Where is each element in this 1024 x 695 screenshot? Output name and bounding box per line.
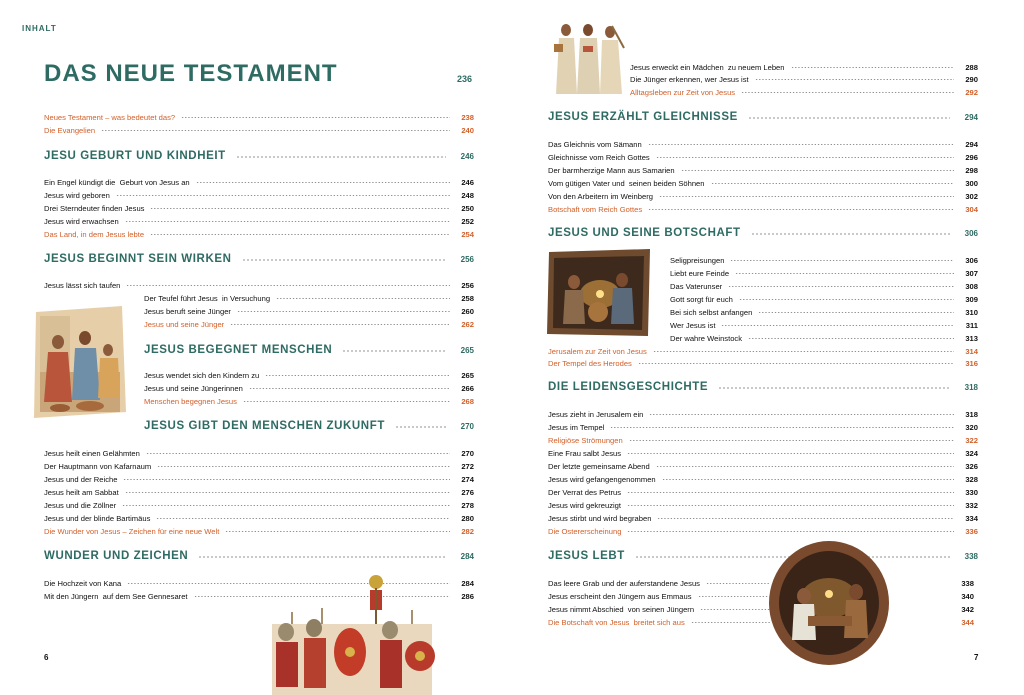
toc-entry-page: 330 [965,487,978,497]
toc-entry-label: Der Verrat des Petrus [548,487,622,497]
leader-dots [758,311,954,315]
toc-entry-label: Jesus und seine Jüngerinnen [144,383,243,393]
toc-entry-label: Jesus und der Reiche [44,474,118,484]
leader-dots [718,386,950,392]
toc-entry-label: Menschen begegnen Jesus [144,396,237,406]
toc-entry-label: Der Tempel des Herodes [548,358,632,368]
toc-entry-label: Vom gütigen Vater und seinen beiden Söhnen [548,178,705,188]
toc-entry[interactable] [144,382,474,394]
leader-dots [150,233,450,237]
toc-entry-page-col [956,603,978,615]
leader-dots [657,517,954,521]
toc-entry[interactable] [630,86,978,98]
toc-entry[interactable] [548,190,978,202]
section-title: JESUS BEGINNT SEIN WIRKEN [44,253,232,265]
toc-entry-page: 334 [965,513,978,523]
toc-entry-page-col [956,590,978,602]
toc-entry-page: 336 [965,526,978,536]
running-header: INHALT [22,24,57,33]
toc-entry[interactable] [144,395,474,407]
toc-entry-page-col [956,577,978,589]
toc-entry-label: Jesus wird erwachsen [44,216,119,226]
toc-entry-page: 266 [461,383,474,393]
toc-entry-label: Mit den Jüngern auf dem See Gennesaret [44,591,188,601]
leader-dots [662,478,954,482]
toc-entry[interactable] [44,111,474,123]
toc-entry-page: 240 [461,125,474,135]
toc-entry-page: 282 [461,526,474,536]
toc-entry-label: Die Wunder von Jesus – Zeichen für eine neue Welt [44,526,220,536]
toc-entry-page-col [956,616,978,628]
toc-entry-page: 307 [965,268,978,278]
leader-dots [739,298,954,302]
toc-entry-label: Jesus wird geboren [44,190,110,200]
toc-entry[interactable] [548,577,776,589]
leader-dots [755,78,954,82]
section-heading[interactable] [44,149,474,163]
leader-dots [265,374,450,378]
toc-entry-page: 265 [461,370,474,380]
toc-entry[interactable] [630,61,978,73]
leader-dots [230,323,450,327]
toc-entry[interactable] [44,215,474,227]
section-heading[interactable] [144,419,474,433]
toc-entry-page: 344 [961,617,974,627]
leader-dots [242,258,446,264]
toc-entry[interactable] [670,306,978,318]
toc-entry-label: Jesus und der blinde Bartimäus [44,513,151,523]
page-number: 6 [44,653,49,662]
leader-dots [691,621,770,625]
leader-dots [116,194,450,198]
toc-entry-label: Das Land, in dem Jesus lebte [44,229,145,239]
leader-dots [728,285,954,289]
leader-dots [656,156,954,160]
toc-entry-label: Religiöse Strömungen [548,435,623,445]
toc-entry[interactable] [548,590,776,602]
toc-entry-label: Von den Arbeitern im Weinberg [548,191,653,201]
toc-entry[interactable] [144,292,474,304]
toc-entry-label: Jesus lässt sich taufen [44,280,121,290]
emmaus-meal-illustration [768,540,890,666]
toc-entry-label: Jesus wird gefangengenommen [548,474,656,484]
leader-dots [126,284,450,288]
toc-entry-page: 304 [965,204,978,214]
toc-entry-page: 313 [965,333,978,343]
toc-entry[interactable] [670,267,978,279]
toc-entry[interactable] [144,305,474,317]
toc-entry[interactable] [44,176,474,188]
toc-entry[interactable] [44,202,474,214]
toc-entry-label: Das Gleichnis vom Sämann [548,139,642,149]
toc-entry-label: Jesus nimmt Abschied von seinen Jüngern [548,604,695,614]
toc-entry-page: 270 [461,448,474,458]
toc-entry-label: Wer Jesus ist [670,320,716,330]
leader-dots [735,272,954,276]
three-figures-illustration [554,22,626,98]
toc-entry-page: 278 [461,500,474,510]
section-page: 318 [964,382,978,392]
section-heading[interactable] [44,549,474,563]
leader-dots [700,608,770,612]
leader-dots [748,337,954,341]
toc-entry-page: 258 [461,293,474,303]
toc-entry-label: Gleichnisse vom Reich Gottes [548,152,650,162]
leader-dots [243,400,450,404]
leader-dots [711,182,955,186]
toc-entry-label: Bei sich selbst anfangen [670,307,753,317]
leader-dots [791,66,955,70]
toc-entry-page: 316 [965,358,978,368]
toc-entry-label: Jerusalem zur Zeit von Jesus [548,346,647,356]
toc-entry-page: 262 [461,319,474,329]
toc-entry-page: 296 [965,152,978,162]
toc-entry[interactable] [548,499,978,511]
leader-dots [648,208,954,212]
section-title: JESUS GIBT DEN MENSCHEN ZUKUNFT [144,420,385,432]
toc-entry[interactable] [548,525,978,537]
section-page: 306 [964,228,978,238]
toc-entry-page: 314 [965,346,978,356]
toc-entry-label: Ein Engel kündigt die Geburt von Jesus an [44,177,190,187]
toc-entry-label: Jesus beruft seine Jünger [144,306,231,316]
toc-entry[interactable] [44,512,474,524]
leader-dots [681,169,954,173]
toc-entry[interactable] [548,151,978,163]
leader-dots [198,555,446,561]
toc-entry[interactable] [44,447,474,459]
toc-entry-label: Das leere Grab und der auferstandene Jesus [548,578,700,588]
toc-entry-page: 288 [965,62,978,72]
toc-entry-page: 322 [965,435,978,445]
toc-entry[interactable] [44,228,474,240]
toc-entry-page: 326 [965,461,978,471]
section-heading[interactable] [548,110,978,124]
toc-entry[interactable] [548,603,776,615]
toc-entry[interactable] [548,177,978,189]
leader-dots [721,324,954,328]
toc-entry-page: 274 [461,474,474,484]
toc-entry-page: 248 [461,190,474,200]
toc-entry[interactable] [144,318,474,330]
section-title: JESUS BEGEGNET MENSCHEN [144,344,333,356]
toc-entry-page: 286 [461,591,474,601]
toc-entry-label: Das Vaterunser [670,281,723,291]
toc-entry-label: Die Ostererscheinung [548,526,622,536]
toc-entry-page: 250 [461,203,474,213]
part-title: DAS NEUE TESTAMENT [44,60,338,87]
toc-entry[interactable] [44,486,474,498]
toc-entry-page: 338 [961,578,974,588]
leader-dots [276,297,450,301]
toc-entry-page: 256 [461,280,474,290]
leader-dots [395,425,446,431]
toc-entry-page: 309 [965,294,978,304]
leader-dots [225,530,450,534]
section-title: DIE LEIDENSGESCHICHTE [548,381,709,393]
section-heading[interactable] [144,343,474,357]
toc-entry-page: 306 [965,255,978,265]
roman-soldiers-illustration [262,572,440,695]
toc-entry-label: Die Botschaft von Jesus breitet sich aus [548,617,685,627]
toc-entry-page: 311 [965,320,978,330]
toc-entry-page: 308 [965,281,978,291]
part-title-page: 236 [456,74,472,84]
toc-entry-page: 280 [461,513,474,523]
toc-entry[interactable] [548,616,776,628]
toc-entry-page: 276 [461,487,474,497]
leader-dots [123,478,450,482]
toc-entry[interactable] [144,369,474,381]
toc-entry-page: 272 [461,461,474,471]
leader-dots [249,387,450,391]
leader-dots [649,413,954,417]
leader-dots [648,143,954,147]
section-page: 284 [460,551,474,561]
toc-entry[interactable] [548,203,978,215]
toc-entry-label: Seligpreisungen [670,255,725,265]
leader-dots [101,129,450,133]
section-page: 270 [460,421,474,431]
toc-entry[interactable] [548,486,978,498]
toc-entry-label: Jesus und die Zöllner [44,500,117,510]
toc-entry[interactable] [548,460,978,472]
toc-entry-page: 342 [961,604,974,614]
leader-dots [237,310,450,314]
toc-entry[interactable] [670,332,978,344]
toc-entry-page: 294 [965,139,978,149]
toc-entry[interactable] [44,473,474,485]
leader-dots [236,155,446,161]
toc-entry[interactable] [548,345,978,357]
section-heading[interactable] [548,226,978,240]
leader-dots [656,465,954,469]
section-heading[interactable] [548,549,978,563]
toc-entry[interactable] [670,280,978,292]
leader-dots [342,349,446,355]
section-page: 294 [964,112,978,122]
section-title: WUNDER UND ZEICHEN [44,550,189,562]
toc-entry-label: Eine Frau salbt Jesus [548,448,622,458]
leader-dots [125,220,450,224]
leader-dots [706,582,770,586]
leader-dots [741,91,954,95]
toc-entry-page: 318 [965,409,978,419]
leader-dots [659,195,954,199]
leader-dots [627,504,954,508]
section-page: 256 [460,254,474,264]
toc-entry-page: 246 [461,177,474,187]
toc-entry-label: Jesus wendet sich den Kindern zu [144,370,260,380]
toc-entry[interactable] [548,447,978,459]
leader-dots [751,232,950,238]
section-title: JESUS LEBT [548,550,625,562]
toc-entry-label: Der letzte gemeinsame Abend [548,461,650,471]
leader-dots [150,207,450,211]
toc-entry[interactable] [44,189,474,201]
toc-entry-label: Jesus wird gekreuzigt [548,500,622,510]
market-women-illustration [30,302,128,420]
leader-dots [157,465,450,469]
toc-entry[interactable] [548,357,978,369]
leader-dots [156,517,450,521]
section-title: JESUS ERZÄHLT GLEICHNISSE [548,111,738,123]
toc-entry[interactable] [548,512,978,524]
toc-entry[interactable] [670,254,978,266]
leader-dots [125,491,450,495]
lamp-gathering-illustration [546,248,652,338]
toc-entry-page: 254 [461,229,474,239]
leader-dots [627,491,954,495]
leader-dots [698,595,770,599]
toc-entry-page: 340 [961,591,974,601]
section-title: JESUS UND SEINE BOTSCHAFT [548,227,741,239]
toc-entry-page: 324 [965,448,978,458]
toc-entry-label: Der barmherzige Mann aus Samarien [548,165,675,175]
section-page: 338 [964,551,978,561]
toc-entry[interactable] [548,138,978,150]
toc-entry-page: 238 [461,112,474,122]
leader-dots [748,116,950,122]
leader-dots [653,350,954,354]
leader-dots [181,116,450,120]
toc-entry-label: Drei Sterndeuter finden Jesus [44,203,145,213]
toc-entry-label: Jesus heilt am Sabbat [44,487,119,497]
toc-entry-label: Der wahre Weinstock [670,333,743,343]
toc-entry[interactable] [44,460,474,472]
toc-entry-page: 328 [965,474,978,484]
toc-entry-page: 298 [965,165,978,175]
toc-entry-label: Botschaft vom Reich Gottes [548,204,643,214]
toc-entry-label: Gott sorgt für euch [670,294,733,304]
right-page [512,0,1024,695]
toc-entry[interactable] [548,473,978,485]
toc-entry[interactable] [548,434,978,446]
toc-entry-label: Die Jünger erkennen, wer Jesus ist [630,74,749,84]
leader-dots [196,181,450,185]
leader-dots [730,259,954,263]
leader-dots [146,452,450,456]
toc-entry-page: 284 [461,578,474,588]
toc-entry-page: 332 [965,500,978,510]
toc-entry-page: 310 [965,307,978,317]
toc-entry[interactable] [548,164,978,176]
section-page: 265 [460,345,474,355]
leader-dots [627,530,954,534]
toc-entry-label: Die Evangelien [44,125,96,135]
toc-entry-label: Der Hauptmann von Kafarnaum [44,461,152,471]
toc-entry[interactable] [548,408,978,420]
section-title: JESU GEBURT UND KINDHEIT [44,150,226,162]
toc-entry[interactable] [548,421,978,433]
toc-entry-page: 252 [461,216,474,226]
toc-entry-page: 268 [461,396,474,406]
toc-entry-page: 320 [965,422,978,432]
toc-entry[interactable] [670,319,978,331]
leader-dots [638,362,954,366]
toc-entry[interactable] [44,499,474,511]
page-number: 7 [974,653,979,662]
toc-entry-label: Jesus und seine Jünger [144,319,225,329]
toc-entry-label: Jesus zieht in Jerusalem ein [548,409,644,419]
toc-entry-label: Neues Testament – was bedeutet das? [44,112,176,122]
leader-dots [610,426,954,430]
toc-entry-page: 302 [965,191,978,201]
leader-dots [627,452,954,456]
toc-entry-label: Jesus erscheint den Jüngern aus Emmaus [548,591,692,601]
toc-entry-label: Alltagsleben zur Zeit von Jesus [630,87,736,97]
toc-entry-page: 290 [965,74,978,84]
toc-entry-label: Jesus heilt einen Gelähmten [44,448,140,458]
toc-entry-label: Der Teufel führt Jesus in Versuchung [144,293,271,303]
toc-entry-label: Jesus stirbt und wird begraben [548,513,652,523]
toc-entry-page: 260 [461,306,474,316]
section-page: 246 [460,151,474,161]
toc-entry-page: 292 [965,87,978,97]
toc-entry-label: Jesus im Tempel [548,422,605,432]
toc-entry-page: 300 [965,178,978,188]
toc-entry-label: Die Hochzeit von Kana [44,578,122,588]
leader-dots [629,439,954,443]
leader-dots [122,504,450,508]
toc-entry[interactable] [630,73,978,85]
toc-entry[interactable] [670,293,978,305]
toc-entry[interactable] [44,124,474,136]
toc-entry[interactable] [44,525,474,537]
toc-entry-label: Liebt eure Feinde [670,268,730,278]
section-heading[interactable] [44,252,474,266]
toc-entry[interactable] [44,279,474,291]
section-heading[interactable] [548,380,978,394]
toc-entry-label: Jesus erweckt ein Mädchen zu neuem Leben [630,62,785,72]
